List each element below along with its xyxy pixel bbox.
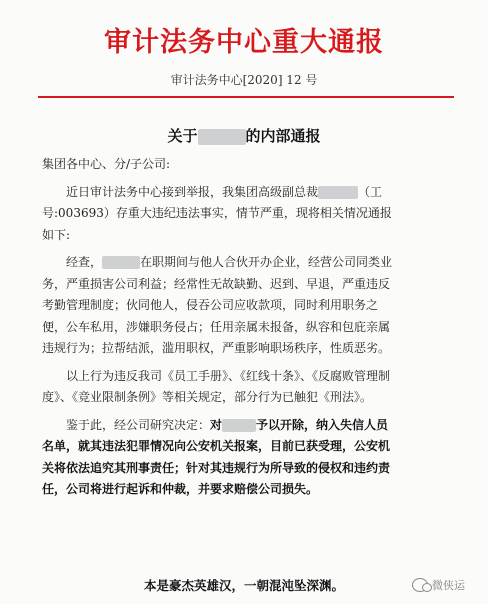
redacted-name: [102, 256, 140, 269]
document-number: 审计法务中心[2020] 12 号: [170, 73, 318, 87]
paragraph-4-line-3: 关将依法追究其刑事责任；针对其违规行为所导致的侵权和违约责: [42, 460, 391, 475]
watermark: [408, 576, 469, 594]
text-run: （工: [358, 184, 383, 199]
paragraph-4-line-4: 任，公司将进行起诉和仲裁，并要求赔偿公司损失。: [42, 482, 319, 496]
paragraph-2-line-1: [42, 252, 456, 274]
paragraph-3-line-1: 以上行为违反我司《员工手册》、《红线十条》、《反腐败管理制: [66, 368, 391, 383]
paragraph-4-line-1: [42, 415, 456, 437]
text-run: 经查，: [66, 255, 103, 269]
redacted-name: [318, 186, 358, 199]
report-title: 审计法务中心重大通报: [104, 27, 384, 58]
notice-body: [42, 154, 456, 501]
wechat-icon: [412, 578, 428, 592]
redacted-name: [198, 129, 246, 145]
text-run: 近日审计法务中心接到举报，我集团高级副总裁: [66, 184, 319, 199]
paragraph-1-line-1: [42, 182, 456, 204]
notice-title-suffix: 的内部通报: [245, 127, 321, 145]
redacted-name: [222, 419, 256, 432]
paragraph-2-line-3: 考勤管理制度；伙同他人，侵吞公司应收款项，同时利用职务之: [42, 298, 379, 312]
text-run: 鉴于此，经公司研究决定：: [66, 417, 211, 432]
red-divider: [38, 96, 454, 98]
text-run: 在职期间与他人合伙开办企业，经营公司同类业: [140, 255, 393, 269]
notice-title-prefix: 关于: [167, 127, 198, 145]
salutation: 集团各中心、分/子公司:: [42, 157, 171, 171]
paragraph-2-line-2: 务，严重损害公司利益；经常性无故缺勤、迟到、早退，严重违反: [42, 276, 391, 291]
text-run: 予以开除，纳入失信人员: [256, 417, 389, 432]
paragraph-4-line-2: 名单，就其违法犯罪情况向公安机关报案，目前已获受理，公安机: [42, 439, 391, 453]
paragraph-2-line-4: 便，公车私用，涉嫌职务侵占；任用亲属未报备，纵容和包庇亲属: [42, 319, 391, 334]
paragraph-1-line-3: 如下:: [42, 227, 71, 242]
text-run: 对: [210, 417, 223, 432]
notice-title: [0, 125, 488, 146]
paragraph-1-line-2: 号:003693）存重大违纪违法事实，情节严重，现将相关情况通报: [42, 206, 392, 220]
paragraph-3-line-2: 度》、《竞业限制条例》等相关规定，部分行为已触犯《刑法》。: [42, 390, 373, 404]
watermark-label: 微侠运: [432, 579, 465, 592]
paragraph-2-line-5: 违规行为；拉帮结派，滥用职权，严重影响职场秩序，性质恶劣。: [42, 341, 391, 355]
closing-line: 本是豪杰英雄汉，一朝混沌坠深渊。: [143, 578, 344, 593]
